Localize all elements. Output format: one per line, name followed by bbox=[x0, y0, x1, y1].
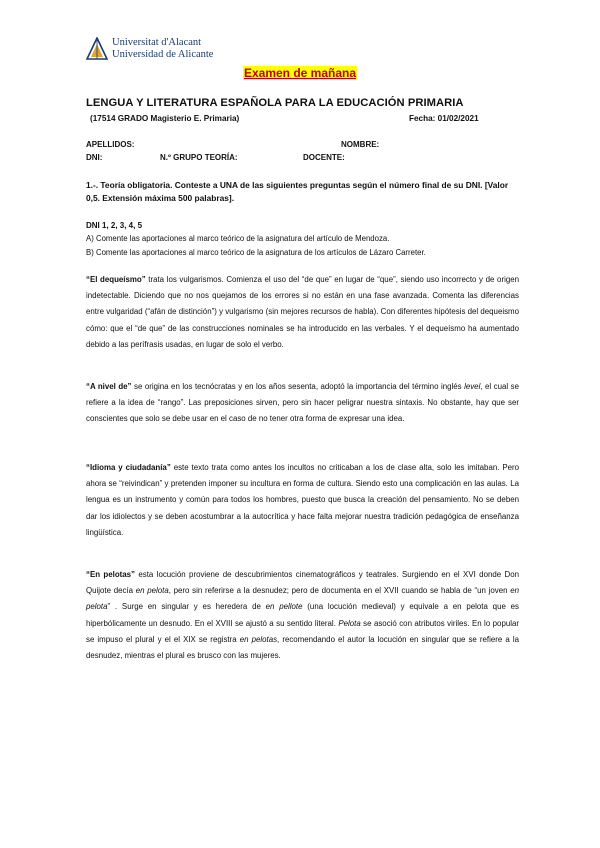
answer-paragraph-3 bbox=[86, 460, 519, 541]
p4-italic-d: Pelota bbox=[338, 618, 361, 628]
p4-text-d: (una locución medieval) y equivale a en pelota que es hiperbólicamente un desnudo. En el XVIII se ajustó a su sentido literal. bbox=[86, 602, 519, 628]
p3-text: este texto trata como antes los incultos no criticaban a los de clase alta, solo les imitaban. Pero ahora se “reivindican” y pretenden imponer su incultura en forma de cultura. Siendo esto una complicación en las aulas. La lengua es un instrumento y común para todos los hombres, puesto que busca la creación del pensamiento. No se deben dar los idiolectos y se deben acostumbrar a la autocrítica y hace falta mejorar nuestra tradición pedagógica de enseñanza lingüística. bbox=[86, 463, 520, 537]
p2-title: “A nivel de” bbox=[86, 382, 132, 391]
p4-italic-a: en pelota bbox=[135, 586, 169, 596]
apellidos-label: APELLIDOS: bbox=[86, 140, 135, 149]
p1-text: trata los vulgarismos. Comienza el uso del “de que” en lugar de “que”, siendo uso incorrecto y de origen indetectable. Diciendo que no nos quejamos de los errores si no están en una fase avanzada. Comenta las diferencias entre vulgaridad (“afán de distinción”) y vulgarismo (sin mejores recursos de habla). Con diferentes hipótesis del dequeismo cómo: que el “de que” de las construcciones nominales se ha introducido en las verbales. Y el dequeísmo ha aumentado debido a las perífrasis usadas, en lugar de solo el verbo. bbox=[86, 275, 519, 349]
p4-italic-e: en pelotas bbox=[239, 634, 278, 644]
course-code: (17514 GRADO Magisterio E. Primaria) bbox=[90, 114, 240, 123]
p2-italic: level bbox=[464, 382, 481, 391]
answer-paragraph-2 bbox=[86, 379, 519, 428]
dni-group: DNI 1, 2, 3, 4, 5 bbox=[86, 221, 143, 230]
option-b: B) Comente las aportaciones al marco teórico de la asignatura de los artículos de Lázaro Carreter. bbox=[86, 248, 426, 257]
exam-title bbox=[0, 66, 600, 80]
p4-italic-c: en pellote bbox=[265, 602, 303, 612]
p3-title: “Idioma y ciudadanía” bbox=[86, 463, 171, 472]
p4-text-a: esta locución proviene de descubrimientos cinematográficos y teatrales. Surgiendo en el XVI donde Don Quijote decía bbox=[86, 570, 519, 596]
option-a: A) Comente las aportaciones al marco teórico de la asignatura del artículo de Mendoza. bbox=[86, 234, 390, 243]
p2-text-b: , el cual se refiere a la idea de “rango”. Las preposiciones sirven, pero sin hacer peligrar nuestra sintaxis. No obstante, hay que ser conscientes que solo se debe usar en el caso de no tener otra forma de expresar una idea. bbox=[86, 382, 519, 424]
p1-title: “El dequeísmo” bbox=[86, 275, 146, 284]
p4-text-b: , pero sin referirse a la desnudez; pero de documenta en el XVII cuando se habla de “un joven bbox=[168, 586, 511, 596]
exam-date: Fecha: 01/02/2021 bbox=[409, 114, 479, 123]
dni-label: DNI: bbox=[86, 153, 103, 162]
p4-text-e: se asoció con atributos viriles. En lo popular se impuso el plural y el el XIX se registra bbox=[86, 618, 519, 644]
p4-title: “En pelotas” bbox=[86, 570, 135, 579]
grupo-teoria-label: N.º GRUPO TEORÍA: bbox=[160, 153, 238, 162]
p2-text-a: se origina en los tecnócratas y en los años sesenta, adoptó la importancia del término inglés bbox=[131, 382, 465, 391]
course-title: LENGUA Y LITERATURA ESPAÑOLA PARA LA EDUCACIÓN PRIMARIA bbox=[86, 97, 464, 109]
question-heading: 1.-. Teoría obligatoria. Conteste a UNA de las siguientes preguntas según el número final de su DNI. [Valor 0,5. Extensión máxima 500 palabras]. bbox=[86, 180, 509, 204]
p4-text-c: ” . Surge en singular y es heredera de bbox=[107, 602, 266, 612]
answer-paragraph-4 bbox=[86, 567, 519, 664]
exam-title-text: Examen de mañana bbox=[243, 66, 357, 80]
university-name-ca: Universitat d'Alacant bbox=[112, 37, 202, 48]
p4-italic-b: en pelota bbox=[86, 586, 519, 612]
university-name-es: Universidad de Alicante bbox=[112, 49, 214, 60]
p4-text-f: , recomendando el autor la locución en singular que se refiere a la desnudez, mientras el plural es brusco con las mujeres. bbox=[86, 634, 519, 661]
docente-label: DOCENTE: bbox=[303, 153, 345, 162]
answer-paragraph-1 bbox=[86, 272, 519, 353]
university-emblem-icon bbox=[86, 37, 108, 61]
university-logo bbox=[86, 35, 246, 65]
university-name bbox=[112, 37, 213, 61]
nombre-label: NOMBRE: bbox=[341, 140, 380, 149]
